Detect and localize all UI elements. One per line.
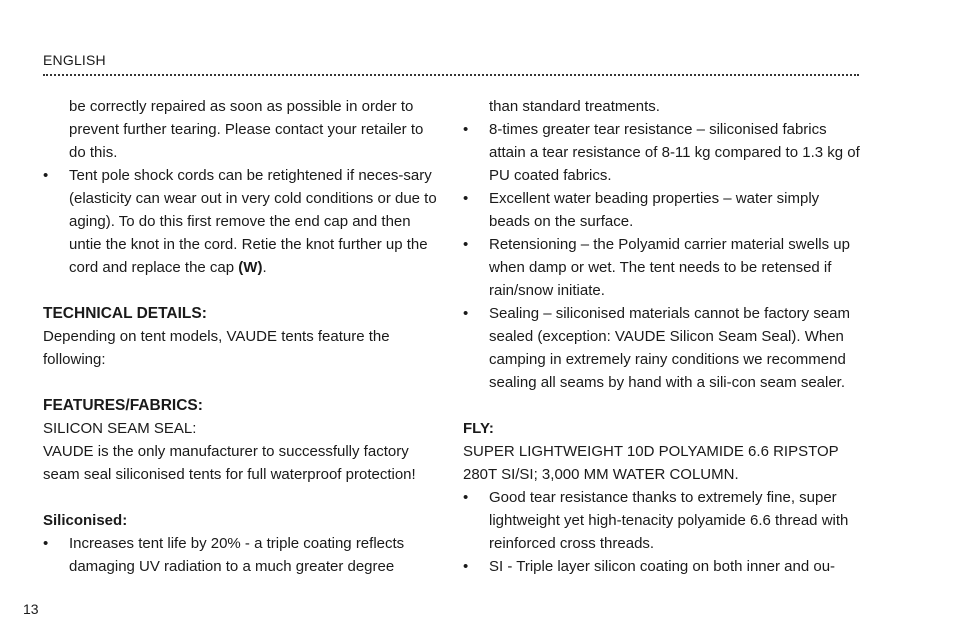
list-item: • Sealing – siliconised materials cannot be factory seam sealed (exception: VAUDE Silicon Seam Seal). When camping in extremely rainy conditions we recommend sealing all seams by hand with a sili-con seam sealer. — [463, 302, 863, 394]
fly-list — [463, 486, 863, 578]
technical-details-heading: TECHNICAL DETAILS: — [43, 305, 207, 322]
continuation-text: be correctly repaired as soon as possible in order to prevent further tearing. Please contact your retailer to do this. — [69, 98, 424, 161]
continuation-text: than standard treatments. — [489, 98, 660, 115]
silicon-seam-seal-label: SILICON SEAM SEAL: — [43, 420, 197, 437]
page-number: 13 — [23, 601, 39, 617]
features-heading: FEATURES/FABRICS: — [43, 397, 203, 414]
maintenance-list — [43, 164, 441, 279]
header-dotted-divider — [43, 74, 859, 76]
sentence-end: . — [262, 259, 267, 276]
siliconised-list — [43, 532, 441, 578]
list-item: • Excellent water beading properties – water simply beads on the surface. — [463, 187, 863, 233]
spacer — [43, 371, 441, 394]
right-column — [463, 95, 863, 578]
spacer — [43, 486, 441, 509]
header-language: ENGLISH — [43, 52, 106, 68]
list-item: • Retensioning – the Polyamid carrier material swells up when damp or wet. The tent needs to be retensed if rain/snow initiate. — [463, 233, 863, 302]
list-item: • 8-times greater tear resistance – siliconised fabrics attain a tear resistance of 8-11 kg compared to 1.3 kg of PU coated fabrics. — [463, 118, 863, 187]
fly-spec-text: SUPER LIGHTWEIGHT 10D POLYAMIDE 6.6 RIPSTOP 280T SI/SI; 3,000 MM WATER COLUMN. — [463, 443, 839, 483]
technical-details-text: Depending on tent models, VAUDE tents feature the following: — [43, 328, 390, 368]
spacer — [463, 394, 863, 417]
shock-cords-text: Tent pole shock cords can be retightened if neces-sary (elasticity can wear out in very cold conditions or due to aging). To do this first remove the end cap and then untie the knot in the cord. Retie the knot further up the cord and replace the cap — [69, 167, 437, 276]
list-item: • Increases tent life by 20% - a triple coating reflects damaging UV radiation to a much greater degree — [43, 532, 441, 578]
list-item — [43, 164, 441, 279]
list-item: • SI - Triple layer silicon coating on both inner and ou- — [463, 555, 863, 578]
siliconised-heading: Siliconised: — [43, 512, 128, 529]
figure-reference: (W) — [238, 259, 263, 276]
left-column — [43, 95, 441, 578]
fly-heading: FLY: — [463, 420, 494, 437]
spacer — [43, 279, 441, 302]
silicon-seam-seal-text: VAUDE is the only manufacturer to successfully factory seam seal siliconised tents for full waterproof protection! — [43, 443, 416, 483]
list-item: • Good tear resistance thanks to extremely fine, super lightweight yet high-tenacity polyamide 6.6 thread with reinforced cross threads. — [463, 486, 863, 555]
siliconised-benefits-list — [463, 118, 863, 394]
